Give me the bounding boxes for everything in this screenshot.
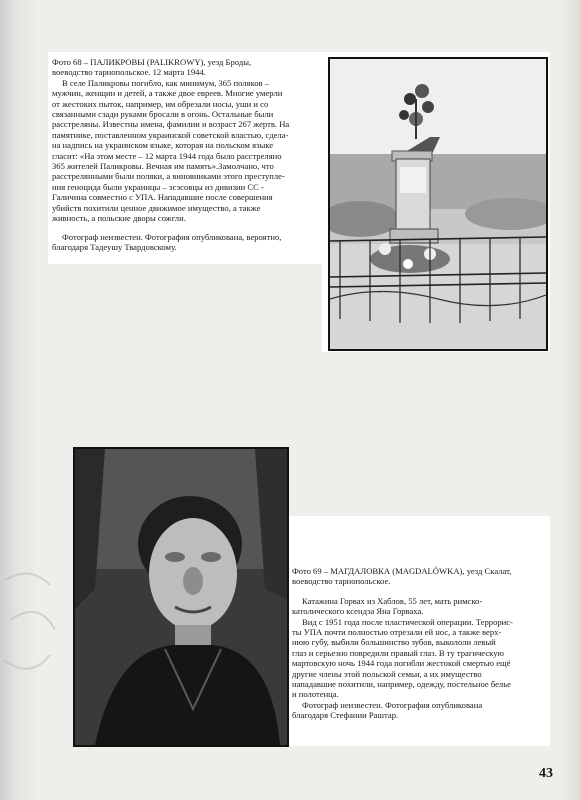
- caption-68-line: на надпись на украинском языке, которая на польском языке: [52, 140, 274, 151]
- caption-69-intro: католического ксендза Яна Горваха.: [292, 606, 424, 617]
- portrait-image: [75, 449, 287, 745]
- caption-68-line: ния геноцида были украинцы – эсэсовцы из дивизии СС -: [52, 181, 264, 192]
- caption-69-line: мартовскую ночь 1944 года погибли жестокой смертью ещё: [292, 658, 511, 669]
- caption-68-line: от жестоких пыток, например, им обрезали носы, уши и со: [52, 98, 269, 109]
- caption-68-line: расстрелянными были поляки, а виновниками этого преступле-: [52, 171, 285, 182]
- caption-68-line: убийств похитили ценное движимое имущество, а также: [52, 202, 261, 213]
- caption-photo-69: [292, 566, 550, 721]
- caption-68-line: гласит: «На этом месте – 12 марта 1944 года было расстреляно: [52, 150, 282, 161]
- caption-69-line: нападавшие похитили, например, одежду, постельное белье: [292, 679, 511, 690]
- caption-69-credit: Фотограф неизвестен. Фотография опубликована: [302, 699, 483, 710]
- caption-68-credit: Фотограф неизвестен. Фотография опубликована, вероятно,: [62, 231, 282, 242]
- caption-69-line: глаз и серьезно повредили правый глаз. В ту трагическую: [292, 647, 504, 658]
- caption-69-line: нюю губу, выбили большинство зубов, выкололи левый: [292, 637, 496, 648]
- caption-68-line: Галичина совместно с УПА. Нападавшие после совершения: [52, 192, 273, 203]
- caption-69-title: Фото 69 – МАГДАЛОВКА (MAGDALÓWKA), уезд Скалат,: [292, 566, 512, 576]
- caption-68-line: 365 жителей Паликровы. Вечная им память».Замолчано, что: [52, 161, 274, 172]
- portrait-photo: [73, 447, 289, 747]
- caption-68-line: мужчин, женщин и детей, а также двое евреев. Многие умерли: [52, 88, 283, 99]
- caption-68-title: Фото 68 – ПАЛИКРОВЫ (PALIKROWY), уезд Броды,: [52, 57, 252, 67]
- caption-photo-68: [52, 57, 322, 252]
- caption-68-line: связанными сзади руками бросали в огонь. Остальные были: [52, 109, 274, 120]
- memorial-image: [330, 59, 546, 349]
- caption-69-line: Вид с 1951 года после пластической операции. Террорис-: [302, 616, 513, 627]
- caption-68-line: памятнике, поставленном украинской советской властью, сдела-: [52, 129, 289, 140]
- caption-69-credit: благодаря Стефании Раштар.: [292, 710, 399, 721]
- caption-68-line: В селе Паликровы погибло, как минимум, 365 поляков –: [62, 77, 270, 88]
- caption-69-line: другие члены этой польской семьи, а их имущество: [292, 668, 482, 679]
- caption-68-credit: благодаря Тадеушу Твардовскому.: [52, 241, 177, 252]
- caption-69-intro: Катажина Горвах из Хаблов, 55 лет, мать римско-: [302, 595, 483, 606]
- page-number: 43: [539, 766, 553, 781]
- caption-68-line: расстреляны. Известны имена, фамилии и возраст 267 жертв. На: [52, 119, 290, 130]
- caption-69-subtitle: воеводство тарнопольское.: [292, 576, 391, 587]
- caption-68-line: живность, а польские дворы сожгли.: [52, 213, 186, 224]
- caption-68-subtitle: воеводство тарнопольское. 12 марта 1944.: [52, 67, 206, 78]
- memorial-photo: [328, 57, 548, 351]
- caption-69-line: и полотенца.: [292, 689, 339, 700]
- caption-69-line: ты УПА почти полностью отрезали ей нос, а также верх-: [292, 627, 502, 638]
- margin-scribble: [0, 560, 60, 700]
